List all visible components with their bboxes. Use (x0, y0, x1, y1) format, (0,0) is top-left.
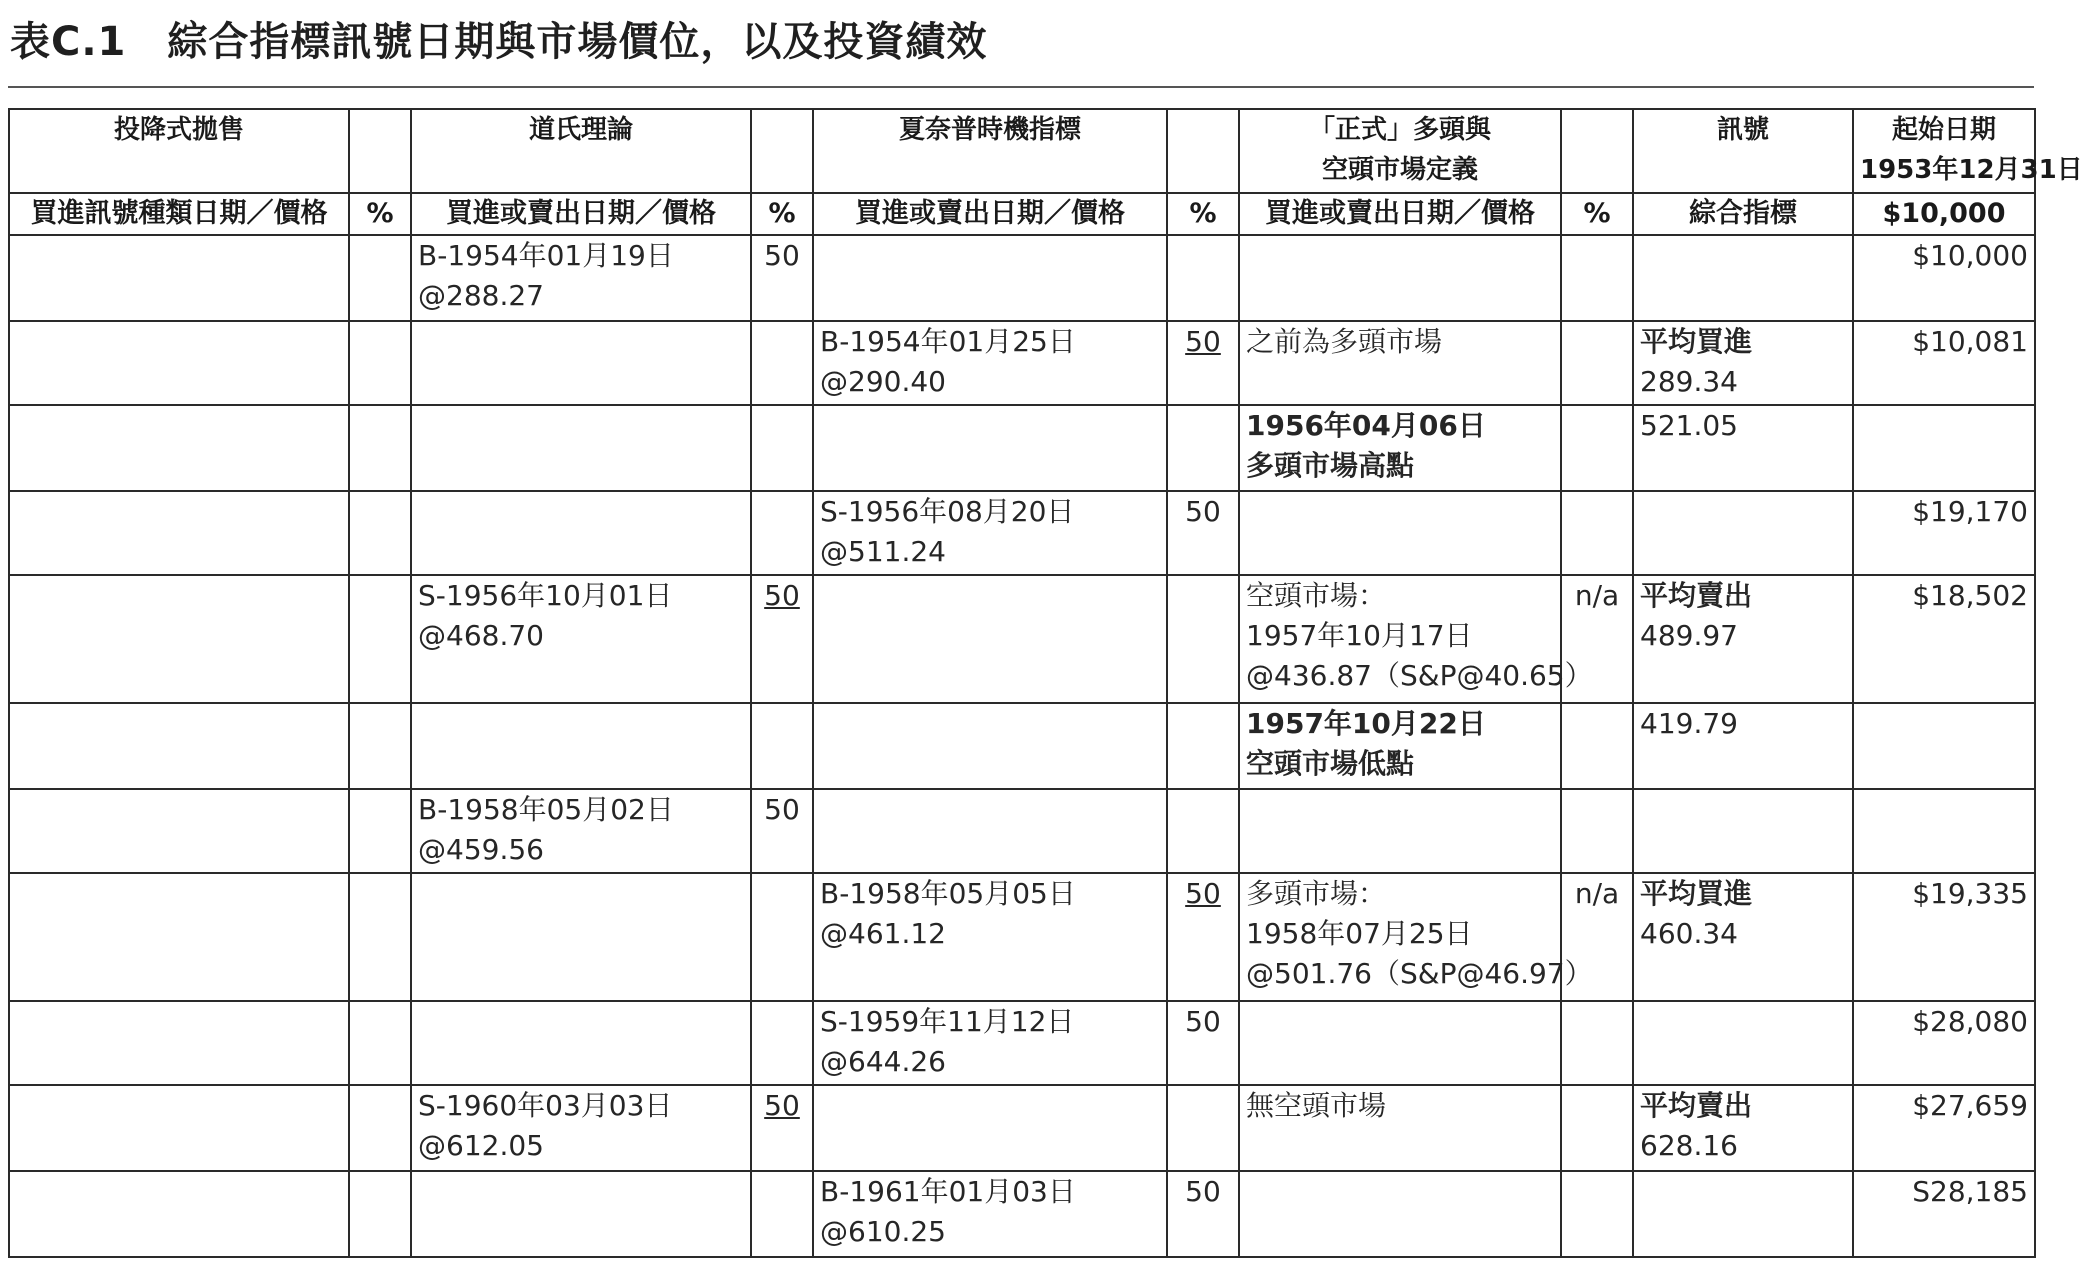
pct-value: 50 (1185, 1175, 1221, 1208)
table-row (9, 491, 2035, 575)
table-row (9, 1171, 2035, 1257)
portfolio-value-cell (1853, 873, 2035, 1001)
dow-theory-cell (411, 1001, 751, 1085)
header-pct-3 (1167, 109, 1239, 193)
official-market-cell (1239, 789, 1561, 873)
sharpe-timing-cell (813, 873, 1167, 1001)
header-dow-theory: 道氏理論 (411, 109, 751, 193)
portfolio-value-cell (1853, 321, 2035, 405)
page-title: 表C.1 綜合指標訊號日期與市場價位，以及投資績效 (10, 19, 988, 65)
capitulation-cell (9, 1001, 349, 1085)
pct-value: 50 (764, 1089, 800, 1122)
composite-signal-line: 419.79 (1640, 707, 1738, 740)
capitulation-pct-cell (349, 789, 411, 873)
sharpe-pct-cell (1167, 789, 1239, 873)
header-official-bull-bear (1239, 109, 1561, 193)
official-market-line: 無空頭市場 (1246, 1089, 1387, 1122)
composite-signal-cell (1633, 575, 1853, 703)
header-start-line2: 1953年12月31日 (1860, 155, 2083, 185)
composite-signal-line: 平均賣出 (1640, 579, 1753, 612)
pct-value: 50 (764, 793, 800, 826)
capitulation-cell (9, 491, 349, 575)
composite-signal-line: 460.34 (1640, 917, 1738, 950)
official-market-cell (1239, 235, 1561, 321)
subheader-row (9, 193, 2035, 235)
portfolio-value-cell (1853, 1001, 2035, 1085)
sharpe-pct-cell (1167, 1001, 1239, 1085)
capitulation-pct-cell (349, 235, 411, 321)
dow-theory-cell (411, 1171, 751, 1257)
header-row (9, 109, 2035, 193)
subheader-buy-sell-date: 買進或賣出日期／價格 (813, 193, 1167, 235)
composite-signal-line: 489.97 (1640, 619, 1738, 652)
header-official-line2: 空頭市場定義 (1321, 155, 1478, 185)
dow-theory-cell (411, 405, 751, 491)
sharpe-pct-cell (1167, 321, 1239, 405)
capitulation-cell (9, 789, 349, 873)
sharpe-timing-cell (813, 321, 1167, 405)
portfolio-value-cell (1853, 405, 2035, 491)
table-row (9, 1085, 2035, 1171)
official-pct-cell (1561, 789, 1633, 873)
dow-theory-cell (411, 703, 751, 789)
capitulation-pct-cell (349, 1001, 411, 1085)
pct-value: 50 (764, 579, 800, 612)
composite-signal-cell (1633, 873, 1853, 1001)
dow-theory-cell (411, 321, 751, 405)
portfolio-value: $10,000 (1912, 239, 2028, 272)
sharpe-signal-date: S-1956年08月20日 (820, 495, 1075, 528)
capitulation-cell (9, 321, 349, 405)
sharpe-signal-price: @610.25 (820, 1215, 946, 1248)
portfolio-value: $19,335 (1912, 877, 2028, 910)
official-pct-cell (1561, 235, 1633, 321)
official-market-cell (1239, 491, 1561, 575)
official-pct-cell (1561, 321, 1633, 405)
capitulation-cell (9, 575, 349, 703)
dow-pct-cell (751, 405, 813, 491)
dow-pct-cell (751, 1171, 813, 1257)
dow-pct-cell (751, 1085, 813, 1171)
capitulation-cell (9, 1171, 349, 1257)
official-market-line: @436.87（S&P@40.65） (1246, 659, 1593, 692)
portfolio-value: $27,659 (1912, 1089, 2028, 1122)
official-market-cell (1239, 575, 1593, 703)
capitulation-pct-cell (349, 405, 411, 491)
pct-value: 50 (764, 239, 800, 272)
sharpe-pct-cell (1167, 873, 1239, 1001)
capitulation-cell (9, 873, 349, 1001)
official-market-cell (1239, 405, 1561, 491)
portfolio-value: $28,080 (1912, 1005, 2028, 1038)
pct-value: 50 (1185, 1005, 1221, 1038)
dow-theory-cell (411, 491, 751, 575)
sharpe-timing-cell (813, 1001, 1167, 1085)
pct-value: n/a (1574, 877, 1620, 910)
official-pct-cell (1561, 703, 1633, 789)
capitulation-cell (9, 1085, 349, 1171)
composite-signal-cell (1633, 235, 1853, 321)
dow-signal-price: @459.56 (418, 833, 544, 866)
table-row (9, 1001, 2035, 1085)
sharpe-signal-date: B-1961年01月03日 (820, 1175, 1076, 1208)
sharpe-signal-date: B-1954年01月25日 (820, 325, 1076, 358)
official-pct-cell (1561, 1085, 1633, 1171)
sharpe-pct-cell (1167, 405, 1239, 491)
composite-signal-cell (1633, 789, 1853, 873)
sharpe-timing-cell (813, 789, 1167, 873)
header-signal: 訊號 (1633, 109, 1853, 193)
official-market-line: 之前為多頭市場 (1246, 325, 1443, 358)
capitulation-cell (9, 235, 349, 321)
subheader-buy-sell-date: 買進或賣出日期／價格 (411, 193, 751, 235)
official-market-cell (1239, 1001, 1561, 1085)
dow-theory-cell (411, 235, 751, 321)
sharpe-timing-cell (813, 491, 1167, 575)
composite-signal-cell (1633, 1085, 1853, 1171)
dow-pct-cell (751, 575, 813, 703)
sharpe-timing-cell (813, 1085, 1167, 1171)
official-market-cell (1239, 703, 1561, 789)
portfolio-value: S28,185 (1912, 1175, 2028, 1208)
sharpe-pct-cell (1167, 235, 1239, 321)
sharpe-timing-cell (813, 1171, 1167, 1257)
dow-pct-cell (751, 235, 813, 321)
performance-table (8, 108, 2083, 1258)
composite-signal-cell (1633, 405, 1853, 491)
portfolio-value-cell (1853, 235, 2035, 321)
dow-theory-cell (411, 873, 751, 1001)
pct-value: 50 (1185, 877, 1221, 910)
sharpe-signal-date: B-1958年05月05日 (820, 877, 1076, 910)
header-start-date (1853, 109, 2083, 193)
dow-pct-cell (751, 1001, 813, 1085)
dow-pct-cell (751, 703, 813, 789)
portfolio-value-cell (1853, 575, 2035, 703)
official-pct-cell (1561, 491, 1633, 575)
table-row (9, 575, 2035, 703)
capitulation-pct-cell (349, 491, 411, 575)
sharpe-timing-cell (813, 703, 1167, 789)
official-market-line: 1957年10月17日 (1246, 619, 1473, 652)
header-capitulation: 投降式拋售 (9, 109, 349, 193)
dow-pct-cell (751, 321, 813, 405)
portfolio-value-cell (1853, 1085, 2035, 1171)
subheader-buy-sell-date: 買進或賣出日期／價格 (1239, 193, 1561, 235)
capitulation-pct-cell (349, 703, 411, 789)
sharpe-signal-date: S-1959年11月12日 (820, 1005, 1075, 1038)
official-market-line: 1958年07月25日 (1246, 917, 1473, 950)
pct-value: 50 (1185, 495, 1221, 528)
sharpe-timing-cell (813, 235, 1167, 321)
portfolio-value-cell (1853, 491, 2035, 575)
dow-pct-cell (751, 491, 813, 575)
table-row (9, 321, 2035, 405)
official-market-cell (1239, 873, 1593, 1001)
official-market-line: @501.76（S&P@46.97） (1246, 957, 1593, 990)
sharpe-timing-cell (813, 405, 1167, 491)
composite-signal-line: 289.34 (1640, 365, 1738, 398)
dow-pct-cell (751, 789, 813, 873)
official-market-line: 多頭市場： (1246, 877, 1387, 910)
subheader-start-value: $10,000 (1853, 193, 2035, 235)
dow-signal-date: S-1960年03月03日 (418, 1089, 673, 1122)
capitulation-pct-cell (349, 873, 411, 1001)
table-row (9, 873, 2035, 1001)
dow-signal-date: B-1954年01月19日 (418, 239, 674, 272)
dow-signal-date: B-1958年05月02日 (418, 793, 674, 826)
official-pct-cell (1561, 1171, 1633, 1257)
composite-signal-cell (1633, 321, 1853, 405)
official-market-cell (1239, 1171, 1561, 1257)
dow-signal-price: @468.70 (418, 619, 544, 652)
official-pct-cell (1561, 1001, 1633, 1085)
header-start-line1: 起始日期 (1891, 115, 1996, 145)
header-pct-2 (751, 109, 813, 193)
official-pct-cell (1561, 405, 1633, 491)
title-divider (8, 86, 2034, 88)
dow-pct-cell (751, 873, 813, 1001)
dow-theory-cell (411, 1085, 751, 1171)
header-pct-4 (1561, 109, 1633, 193)
sharpe-signal-price: @511.24 (820, 535, 946, 568)
composite-signal-cell (1633, 1001, 1853, 1085)
sharpe-pct-cell (1167, 491, 1239, 575)
portfolio-value: $10,081 (1912, 325, 2028, 358)
sharpe-pct-cell (1167, 1171, 1239, 1257)
capitulation-cell (9, 405, 349, 491)
dow-signal-price: @612.05 (418, 1129, 544, 1162)
composite-signal-line: 628.16 (1640, 1129, 1738, 1162)
capitulation-pct-cell (349, 1085, 411, 1171)
official-market-cell (1239, 1085, 1561, 1171)
sharpe-signal-price: @461.12 (820, 917, 946, 950)
portfolio-value-cell (1853, 789, 2035, 873)
capitulation-pct-cell (349, 321, 411, 405)
dow-signal-date: S-1956年10月01日 (418, 579, 673, 612)
table-row (9, 235, 2035, 321)
table-row (9, 789, 2035, 873)
table-row (9, 703, 2035, 789)
official-market-line: 1957年10月22日 (1246, 707, 1486, 740)
composite-signal-cell (1633, 1171, 1853, 1257)
official-market-cell (1239, 321, 1561, 405)
header-sharpe-timing: 夏奈普時機指標 (813, 109, 1167, 193)
composite-signal-line: 平均買進 (1640, 877, 1753, 910)
capitulation-cell (9, 703, 349, 789)
official-market-line: 空頭市場低點 (1246, 747, 1415, 780)
capitulation-pct-cell (349, 575, 411, 703)
official-market-line: 空頭市場： (1246, 579, 1387, 612)
portfolio-value: $18,502 (1912, 579, 2028, 612)
dow-signal-price: @288.27 (418, 279, 544, 312)
sharpe-timing-cell (813, 575, 1167, 703)
composite-signal-cell (1633, 703, 1853, 789)
official-market-line: 1956年04月06日 (1246, 409, 1486, 442)
official-market-line: 多頭市場高點 (1246, 449, 1415, 482)
portfolio-value-cell (1853, 703, 2035, 789)
pct-value: n/a (1574, 579, 1620, 612)
subheader-pct: % (1561, 193, 1633, 235)
sharpe-pct-cell (1167, 575, 1239, 703)
header-official-line1: 「正式」多頭與 (1308, 115, 1491, 145)
sharpe-signal-price: @644.26 (820, 1045, 946, 1078)
composite-signal-cell (1633, 491, 1853, 575)
composite-signal-line: 521.05 (1640, 409, 1738, 442)
header-pct-1 (349, 109, 411, 193)
subheader-pct: % (349, 193, 411, 235)
capitulation-pct-cell (349, 1171, 411, 1257)
subheader-pct: % (751, 193, 813, 235)
subheader-composite: 綜合指標 (1633, 193, 1853, 235)
composite-signal-line: 平均賣出 (1640, 1089, 1753, 1122)
subheader-pct: % (1167, 193, 1239, 235)
table-row (9, 405, 2035, 491)
sharpe-signal-price: @290.40 (820, 365, 946, 398)
portfolio-value-cell (1853, 1171, 2035, 1257)
composite-signal-line: 平均買進 (1640, 325, 1753, 358)
sharpe-pct-cell (1167, 1085, 1239, 1171)
subheader-buy-signal-type: 買進訊號種類日期／價格 (9, 193, 349, 235)
dow-theory-cell (411, 575, 751, 703)
dow-theory-cell (411, 789, 751, 873)
portfolio-value: $19,170 (1912, 495, 2028, 528)
sharpe-pct-cell (1167, 703, 1239, 789)
pct-value: 50 (1185, 325, 1221, 358)
